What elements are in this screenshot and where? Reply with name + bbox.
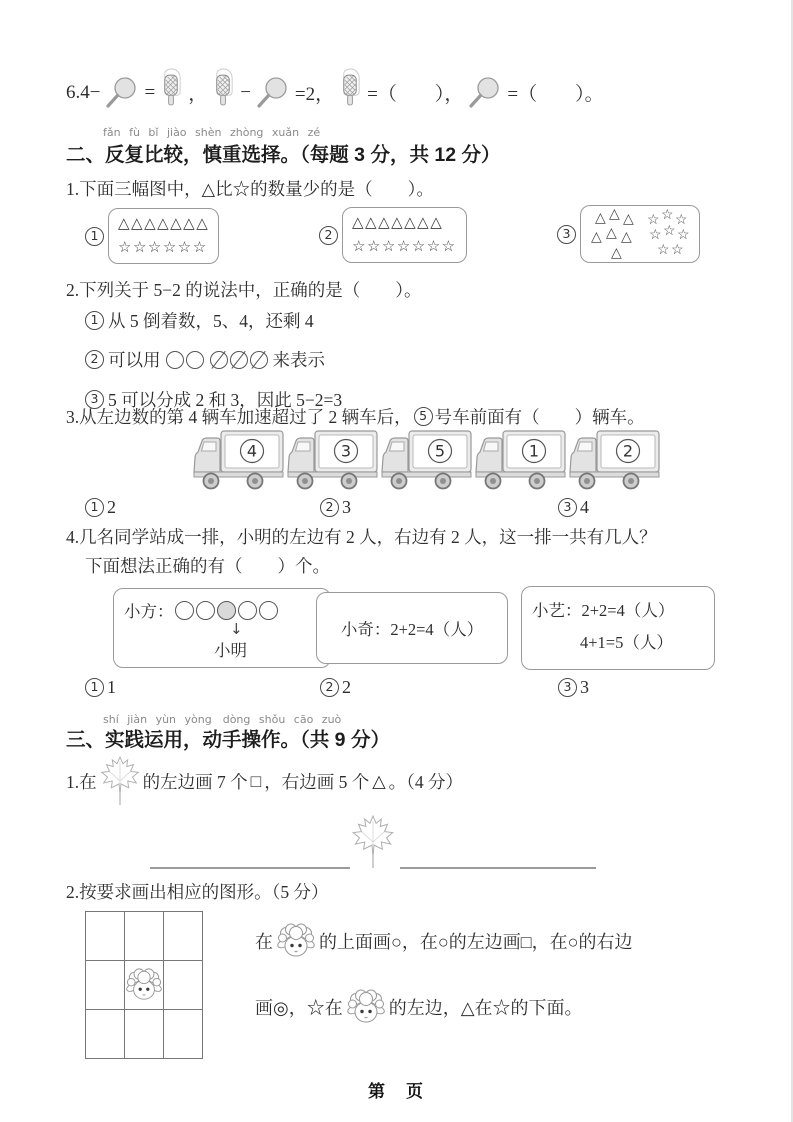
circles-after	[237, 601, 279, 620]
q6-blank-1: =（ ），	[367, 84, 464, 105]
circled-five: 5	[414, 407, 433, 426]
option-value: 3	[342, 497, 351, 517]
s3-q2-instruction-line-2	[255, 988, 760, 1026]
grid-cell	[86, 1010, 125, 1059]
grid-cell	[86, 912, 125, 961]
scattered-triangles: △ △ △ △ △ △ △	[591, 207, 634, 261]
student-name-label: 小艺：	[532, 601, 582, 620]
s3q1-tail: 。（4 分）	[388, 771, 464, 792]
section-2-title	[66, 139, 500, 167]
scattered-stars: ☆ ☆ ☆ ☆ ☆ ☆ ☆ ☆	[647, 208, 690, 258]
triangle-row: △△△△△△△	[118, 216, 210, 232]
option-number: 3	[558, 678, 577, 697]
q1-figure-1-box	[108, 208, 219, 264]
student-name-label: 小奇：	[340, 620, 391, 639]
truck-number: 1	[528, 441, 540, 461]
option-number: 1	[85, 311, 104, 330]
grid-cell	[86, 961, 125, 1010]
q4-box3-line-1	[522, 587, 714, 621]
grid-cell	[164, 1010, 203, 1059]
q2-option-1	[85, 308, 314, 333]
option-number: 3	[85, 390, 104, 409]
option-text-post: 来表示	[272, 350, 325, 370]
truck-icon	[474, 429, 567, 491]
sheep-icon	[125, 967, 163, 1003]
q1-figure-2	[319, 207, 467, 263]
truck-number: 5	[434, 441, 446, 461]
section-3-score: （共 9 分）	[300, 729, 390, 751]
answer-line-left	[150, 867, 350, 869]
q3-option-1	[85, 497, 116, 518]
q3-text-pre: 3.从左边数的第 4 辆车加速超过了 2 辆车后，	[66, 407, 412, 427]
section-2-pinyin: fǎn fù bǐ jiào shèn zhòng xuǎn zé	[103, 126, 321, 139]
q6-comma: ，	[188, 84, 208, 105]
option-number: 2	[85, 350, 104, 369]
popsicle-icon	[159, 68, 184, 113]
q1-figure-2-box	[342, 207, 467, 263]
q2-option-2	[85, 347, 325, 372]
truck-number: 2	[622, 441, 634, 461]
q1-text: 1.下面三幅图中，△比☆的数量少的是（ ）。	[66, 179, 434, 199]
q4-option-1	[85, 677, 116, 698]
q6-lead-text: 6.4−	[66, 81, 101, 103]
option-number: 3	[558, 498, 577, 517]
instr2-pre: 画◎，☆在	[255, 998, 343, 1018]
star-row: ☆☆☆☆☆☆☆	[352, 239, 457, 255]
q4-box1-row	[114, 589, 330, 622]
truck-icon	[568, 429, 661, 491]
star-row: ☆☆☆☆☆☆	[118, 240, 208, 256]
q3-option-2	[320, 497, 351, 518]
option-number: 2	[320, 498, 339, 517]
triangle-row: △△△△△△△	[352, 215, 444, 231]
popsicle-icon	[211, 68, 236, 113]
q4-text-line-2: 下面想法正确的有（ ）个。	[85, 556, 330, 576]
q6-minus: −	[240, 81, 251, 103]
truck-number: 3	[340, 441, 352, 461]
truck-number: 4	[246, 441, 258, 461]
triangle-glyph: △	[372, 770, 386, 791]
q1-figure-3	[557, 205, 700, 263]
q6-equals-2: =2，	[294, 84, 335, 105]
pointer-label: 小明	[214, 641, 247, 660]
truck-row	[192, 429, 661, 491]
square-glyph: □	[250, 770, 262, 791]
option-number: 2	[320, 678, 339, 697]
q1-figure-3-box	[580, 205, 700, 263]
grid-row	[86, 961, 203, 1010]
student-name-label: 小方：	[124, 602, 174, 621]
maple-leaf-icon	[100, 756, 140, 806]
grid-row	[86, 1010, 203, 1059]
q2-text: 2.下列关于 5−2 的说法中，正确的是（ ）。	[66, 280, 422, 300]
option-value: 3	[580, 677, 589, 697]
q1-figure-2-number: 2	[319, 226, 338, 245]
magnifier-icon	[255, 76, 291, 110]
q6-blank-2: =（ ）。	[507, 84, 604, 105]
s3q1-mid1: 的左边画 7 个	[142, 771, 248, 792]
q1-figure-1	[85, 208, 219, 264]
q4-option-3	[558, 677, 589, 698]
q4-text-line-1: 4.几名同学站成一排，小明的左边有 2 人，右边有 2 人，这一排一共有几人？	[66, 527, 657, 547]
page-footer: 第 页	[368, 1082, 425, 1101]
option-value: 2	[107, 497, 116, 517]
s3-q1-line	[66, 756, 463, 806]
plain-circles	[165, 351, 205, 369]
option-number: 1	[85, 678, 104, 697]
grid-cell	[125, 912, 164, 961]
maple-leaf-icon	[351, 815, 395, 874]
drawing-grid	[85, 911, 203, 1059]
popsicle-icon	[338, 68, 363, 113]
option-value: 4	[580, 497, 589, 517]
instr2-post: 的左边，△在☆的下面。	[388, 998, 583, 1018]
answer-line-right	[400, 867, 596, 869]
q3-text	[66, 404, 645, 429]
truck-icon	[286, 429, 379, 491]
q4-answer-box-1	[113, 588, 331, 668]
circles-before	[174, 601, 216, 620]
q4-option-2	[320, 677, 351, 698]
grid-cell	[125, 1010, 164, 1059]
s3q1-mid2: ，右边画 5 个	[264, 771, 370, 792]
sheep-icon	[346, 988, 386, 1026]
grid-cell	[164, 961, 203, 1010]
question-6-line	[66, 72, 604, 113]
magnifier-icon	[467, 76, 503, 110]
formula: 4+1=5（人）	[580, 633, 673, 652]
instr1-post: 的上面画○，在○的左边画□，在○的右边	[319, 932, 633, 952]
section-2-title-text: 二、反复比较，慎重选择。	[66, 144, 301, 166]
q1-figure-1-number: 1	[85, 227, 104, 246]
circle-shaded	[216, 601, 237, 620]
q4-box3-line-2	[522, 621, 714, 653]
instr1-pre: 在	[255, 932, 273, 952]
option-number: 1	[85, 498, 104, 517]
grid-cell-sheep	[125, 961, 164, 1010]
formula: 2+2=4（人）	[390, 620, 484, 639]
q6-equals: =	[144, 81, 156, 103]
q3-text-post: 号车前面有（ ）辆车。	[434, 407, 645, 427]
section-3-title	[66, 724, 390, 752]
s3-q2-text: 2.按要求画出相应的图形。（5 分）	[66, 882, 329, 902]
truck-icon	[192, 429, 285, 491]
sheep-icon	[276, 922, 316, 960]
s3q1-pre: 1.在	[66, 771, 97, 792]
option-text: 5 可以分成 2 和 3，因此 5−2=3	[108, 390, 343, 410]
magnifier-icon	[104, 76, 140, 110]
q3-option-3	[558, 497, 589, 518]
q4-answer-box-3	[521, 586, 715, 670]
option-value: 2	[342, 677, 351, 697]
option-text: 从 5 倒着数，5、4，还剩 4	[108, 311, 314, 331]
section-3-title-text: 三、实践运用，动手操作。	[66, 729, 301, 751]
grid-row	[86, 912, 203, 961]
down-arrow-icon: ↓	[230, 620, 243, 638]
maple-leaf-icon	[351, 815, 395, 869]
truck-icon	[380, 429, 473, 491]
q1-figure-3-number: 3	[557, 225, 576, 244]
crossed-circles	[209, 351, 269, 369]
grid-cell	[164, 912, 203, 961]
s3-q2-instruction-line-1	[255, 922, 760, 960]
option-text-pre: 可以用	[108, 350, 161, 370]
option-value: 1	[107, 677, 116, 697]
q4-answer-box-2	[316, 592, 508, 664]
section-3-pinyin: shí jiàn yùn yòng dòng shǒu cāo zuò	[103, 713, 342, 726]
formula: 2+2=4（人）	[581, 601, 675, 620]
section-2-score: （每题 3 分，共 12 分）	[300, 144, 501, 166]
